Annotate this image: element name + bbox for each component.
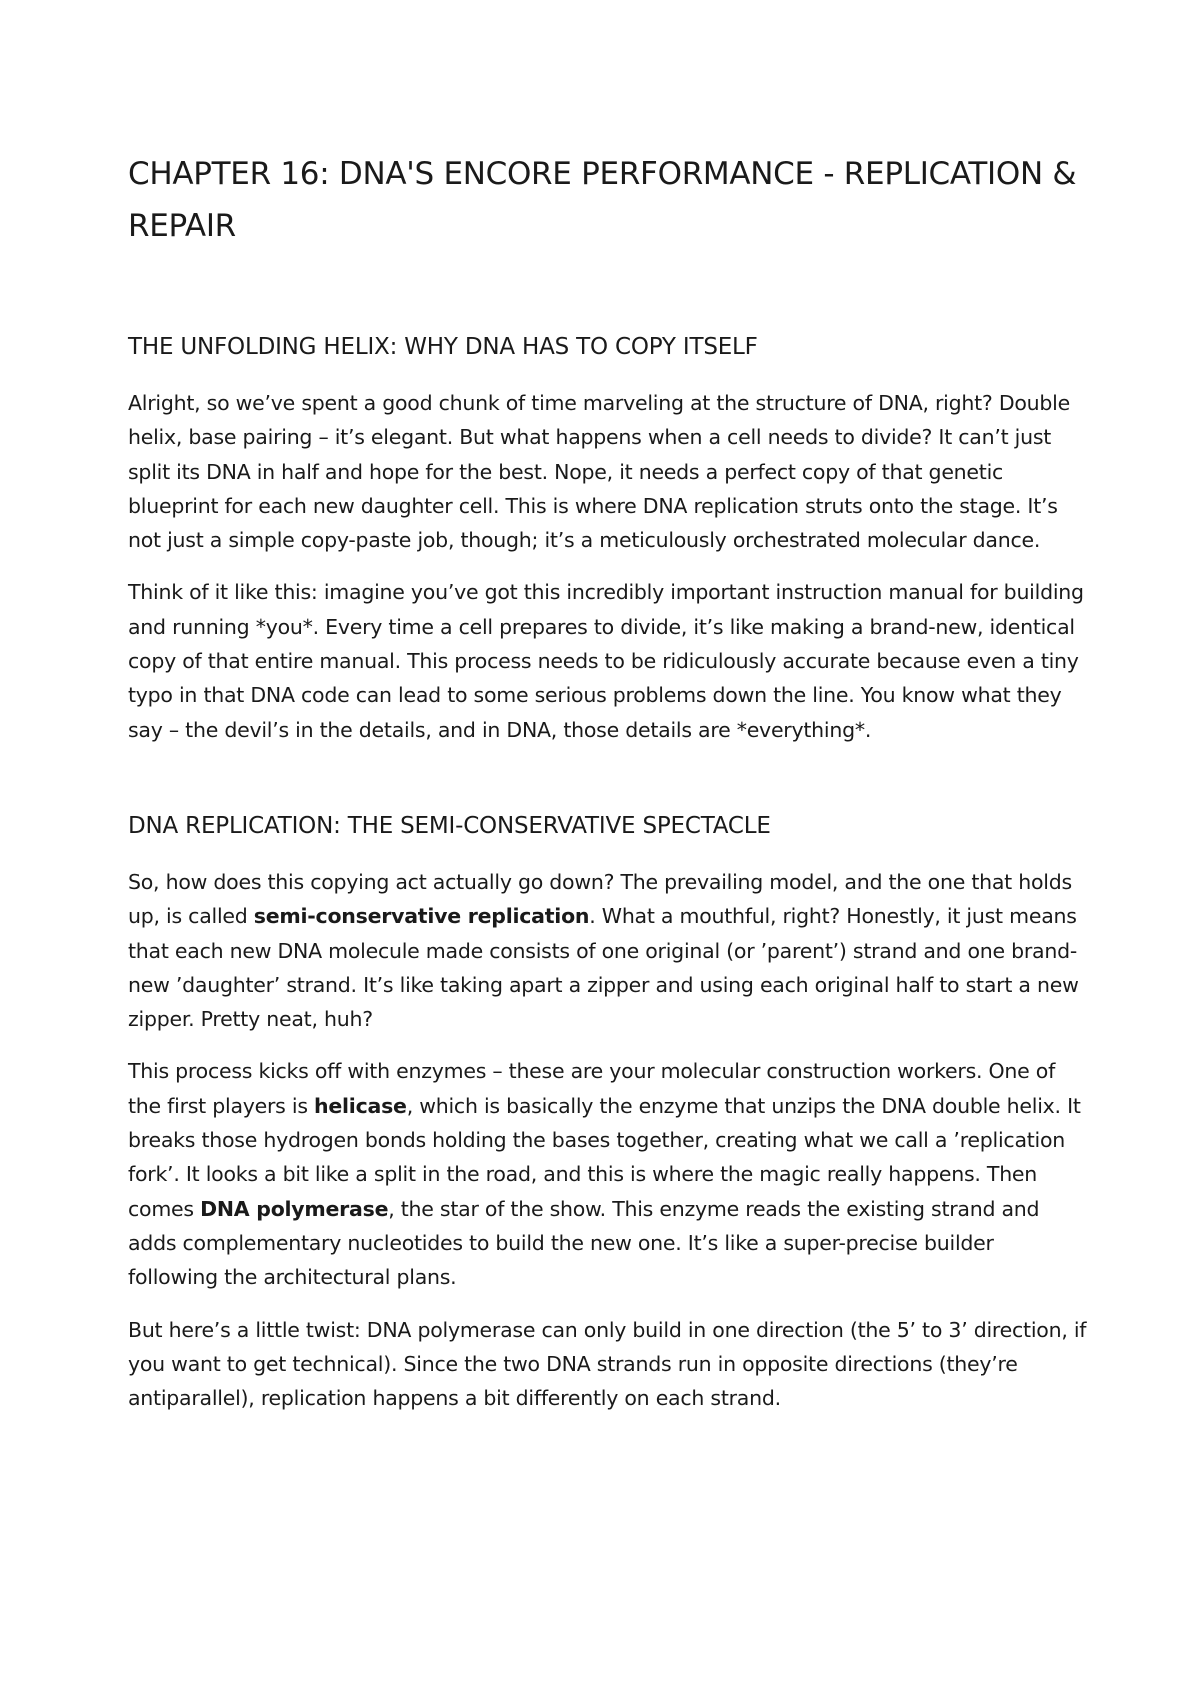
paragraph-text: This process kicks off with enzymes – these are your molecular construction workers. One of the first players is — [128, 1059, 1056, 1118]
paragraph-text: , the star of the show. This enzyme reads the existing strand and adds complementary nucleotides to build the new one. It’s like a super-precise builder following the architectural plans. — [128, 1196, 1040, 1290]
paragraph-text: Think of it like this: imagine you’ve got this incredibly important instruction manual for building and running *you*. Every time a cell prepares to divide, it’s like making a brand-new, identical copy of that entire manual. This process needs to be ridiculously accurate because even a tiny typo in that DNA code can lead to some serious problems down the line. You know what they say – the devil’s in the details, and in DNA, those details are *everything*. — [128, 580, 1084, 742]
paragraph-text: . What a mouthful, right? Honestly, it just means that each new DNA molecule made consists of one original (or ’parent’) strand and one brand-new ’daughter’ strand. It’s like taking apart a zipper and using each original half to start a new zipper. Pretty neat, huh? — [128, 904, 1079, 1032]
paragraph — [128, 575, 1088, 746]
section-heading: THE UNFOLDING HELIX: WHY DNA HAS TO COPY ITSELF — [128, 334, 758, 360]
document-page — [128, 148, 1088, 1433]
section-unfolding-helix — [128, 330, 1088, 747]
paragraph-text: But here’s a little twist: DNA polymerase can only build in one direction (the 5’ to 3’ direction, if you want to get technical). Since the two DNA strands run in opposite directions (they’re antiparallel), replication happens a bit differently on each strand. — [128, 1317, 1087, 1411]
section-semi-conservative — [128, 809, 1088, 1415]
paragraph-text: Alright, so we’ve spent a good chunk of time marveling at the structure of DNA, right? Double helix, base pairing – it’s elegant. But what happens when a cell needs to divide? It can’t just split its DNA in half and hope for the best. Nope, it needs a perfect copy of that genetic blueprint for each new daughter cell. This is where DNA replication struts onto the stage. It’s not just a simple copy-paste job, though; it’s a meticulously orchestrated molecular dance. — [128, 391, 1070, 553]
paragraph — [128, 1313, 1088, 1416]
paragraph — [128, 1054, 1088, 1294]
key-term: DNA polymerase — [200, 1196, 389, 1221]
paragraph-text: So, how does this copying act actually go down? The prevailing model, and the one that holds up, is called — [128, 869, 1072, 929]
paragraph-text: , which is basically the enzyme that unzips the DNA double helix. It breaks those hydrogen bonds holding the bases together, creating what we call a ’replication fork’. It looks a bit like a split in the road, and this is where the magic really happens. Then comes — [128, 1093, 1081, 1221]
paragraph — [128, 865, 1088, 1036]
key-term: helicase — [314, 1093, 407, 1118]
chapter-title: CHAPTER 16: DNA'S ENCORE PERFORMANCE - REPLICATION & REPAIR — [128, 156, 1077, 244]
key-term: semi-conservative replication — [253, 904, 590, 929]
section-heading: DNA REPLICATION: THE SEMI-CONSERVATIVE SPECTACLE — [128, 812, 771, 839]
paragraph — [128, 386, 1088, 557]
